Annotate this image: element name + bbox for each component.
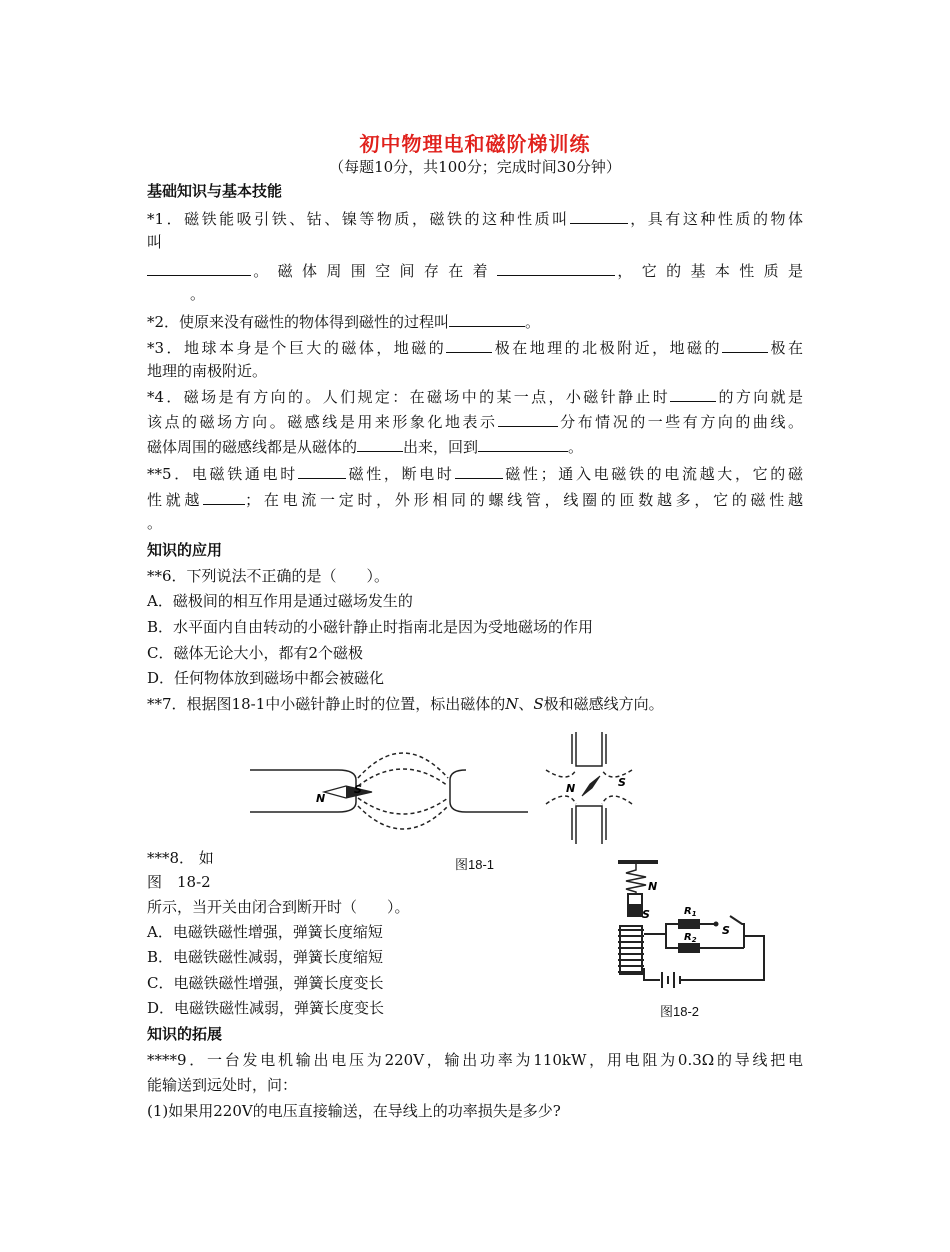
svg-text:R2: $R_2$ <box>684 932 697 944</box>
question-1-line-3: 。 磁 体 周 围 空 间 存 在 着 ， 它 的 基 本 性 质 是 <box>147 260 803 281</box>
switch-icon <box>714 922 719 927</box>
question-1-line-1: *1．磁铁能吸引铁、钴、镍等物质，磁铁的这种性质叫 ，具有这种性质的物体 <box>147 210 803 228</box>
question-8-option-c: C．电磁铁磁性增强，弹簧长度变长 <box>147 974 384 992</box>
answer-blank <box>722 337 768 353</box>
answer-blank <box>670 386 716 402</box>
figure-18-2-caption: 图18-2 <box>660 1004 700 1019</box>
answer-blank <box>497 260 615 276</box>
answer-blank <box>498 411 558 427</box>
needle-s-label: S <box>354 783 362 796</box>
question-8-option-b: B．电磁铁磁性减弱，弹簧长度缩短 <box>147 948 384 966</box>
question-5-line-3: 。 <box>147 514 163 532</box>
question-4-line-1: *4．磁场是有方向的。人们规定：在磁场中的某一点，小磁针静止时 的方向就是 <box>147 388 803 406</box>
question-6-option-c: C．磁体无论大小，都有2个磁极 <box>147 644 364 662</box>
question-5-line-2: 性就越 ；在电流一定时，外形相同的螺线管，线圈的匝数越多，它的磁性越 <box>147 491 803 509</box>
needle-n-label: N <box>566 782 576 795</box>
question-3-line-1: *3．地球本身是个巨大的磁体，地磁的 极在地理的北极附近，地磁的 极在 <box>147 339 803 357</box>
question-7: **7．根据图18-1中小磁针静止时的位置，标出磁体的N、S极和磁感线方向。 <box>147 695 664 713</box>
answer-blank <box>203 489 245 505</box>
needle-s-label: S <box>618 776 626 789</box>
answer-blank <box>298 463 346 479</box>
question-1-line-4: 。 <box>190 285 206 303</box>
question-8-line-1: ***8． 如 <box>147 849 214 867</box>
figure-18-1 <box>246 730 656 845</box>
question-8-line-2: 图 18-2 <box>147 873 211 891</box>
question-6-option-b: B．水平面内自由转动的小磁针静止时指南北是因为受地磁场的作用 <box>147 618 594 636</box>
resistor-r2-icon <box>678 943 700 953</box>
section-heading-application: 知识的应用 <box>147 541 223 559</box>
page-subtitle: （每题10分，共100分；完成时间30分钟） <box>329 158 621 176</box>
compass-needle-icon <box>582 776 600 796</box>
answer-blank <box>147 260 251 276</box>
question-8-option-a: A．电磁铁磁性增强，弹簧长度缩短 <box>147 923 383 941</box>
question-8-option-d: D．电磁铁磁性减弱，弹簧长度变长 <box>147 999 385 1017</box>
question-3-line-2: 地理的南极附近。 <box>147 362 268 380</box>
needle-n-label: N <box>316 792 326 805</box>
question-2: *2．使原来没有磁性的物体得到磁性的过程叫 。 <box>147 313 541 331</box>
r2-label: R <box>684 932 692 943</box>
section-heading-basic: 基础知识与基本技能 <box>147 182 283 200</box>
svg-text:R1: $R_1$ <box>684 906 697 918</box>
question-6-option-a: A．磁极间的相互作用是通过磁场发生的 <box>147 592 413 610</box>
section-heading-extension: 知识的拓展 <box>147 1025 223 1043</box>
question-9-line-1: ****9．一台发电机输出电压为220V，输出功率为110kW，用电阻为0.3Ω的导线把电 <box>147 1051 803 1069</box>
magnet-n-label: N <box>648 880 658 893</box>
answer-blank <box>455 463 503 479</box>
question-6-stem: **6．下列说法不正确的是（ ）。 <box>147 567 390 585</box>
figure-18-2 <box>604 856 774 996</box>
page-title: 初中物理电和磁阶梯训练 <box>359 132 591 156</box>
question-8-line-3: 所示，当开关由闭合到断开时（ ）。 <box>147 898 410 916</box>
question-4-line-2: 该点的磁场方向。磁感线是用来形象化地表示 分布情况的一些有方向的曲线。 <box>147 413 803 431</box>
question-1-line-2: 叫 <box>147 233 163 251</box>
resistor-r1-icon <box>678 919 700 929</box>
answer-blank <box>478 436 568 452</box>
answer-blank <box>446 337 492 353</box>
r1-label: R <box>684 906 692 917</box>
switch-label: S <box>722 924 730 937</box>
question-4-line-3: 磁体周围的磁感线都是从磁体的 出来，回到 。 <box>147 438 584 456</box>
question-9-line-2: 能输送到远处时，问： <box>147 1076 298 1094</box>
question-9-sub-1: (1)如果用220V的电压直接输送，在导线上的功率损失是多少? <box>147 1102 561 1120</box>
figure-18-1-caption: 图18-1 <box>455 857 495 872</box>
magnet-s-label: S <box>642 908 650 921</box>
question-5-line-1: **5．电磁铁通电时 磁性，断电时 磁性；通入电磁铁的电流越大，它的磁 <box>147 465 803 483</box>
answer-blank <box>570 208 628 224</box>
answer-blank <box>357 436 403 452</box>
question-6-option-d: D．任何物体放到磁场中都会被磁化 <box>147 669 385 687</box>
answer-blank <box>449 311 525 327</box>
